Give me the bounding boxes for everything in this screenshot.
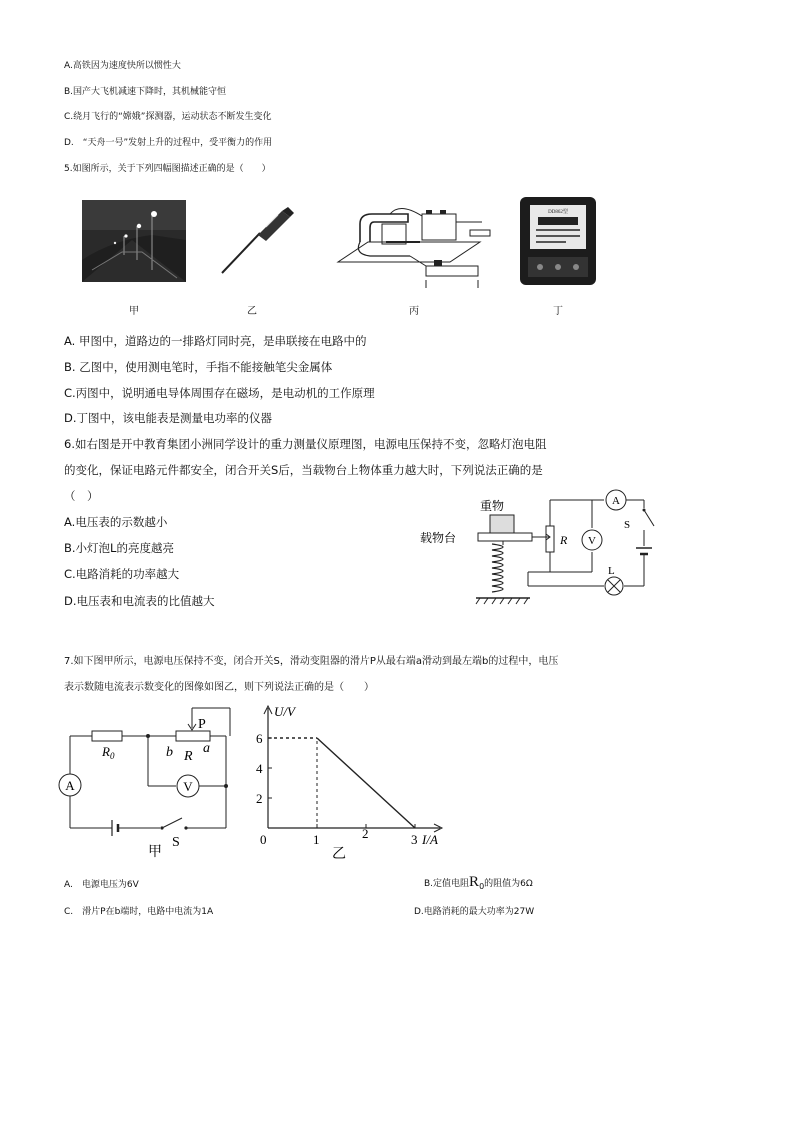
caption-bing: 丙 [409, 306, 419, 317]
caption-yi: 乙 [247, 306, 257, 317]
q7-end-a-label: a [203, 741, 210, 756]
q5-option-b: B. 乙图中，使用测电笔时，手指不能接触笔尖金属体 [64, 360, 333, 374]
q7-switch-label: S [172, 835, 180, 850]
q6-option-c: C.电路消耗的功率越大 [64, 567, 180, 581]
q7-graph-yi [250, 700, 460, 860]
q7-end-b-label: b [166, 745, 173, 760]
q4-option-c: C.绕月飞行的“嫦娥”探测器，运动状态不断发生变化 [64, 112, 272, 122]
series-segment-1 [317, 738, 415, 828]
y-tick-label: 4 [256, 761, 263, 776]
q4-option-a: A.高铁因为速度快所以惯性大 [64, 61, 181, 71]
q6-option-b: B.小灯泡L的亮度越亮 [64, 541, 174, 555]
y-tick-label: 6 [256, 731, 263, 746]
caption-jia: 甲 [129, 306, 139, 317]
weight-label: 重物 [480, 499, 505, 513]
x-tick-label: 3 [411, 832, 418, 847]
q6-option-a: A.电压表的示数越小 [64, 515, 168, 529]
q7-option-c: C. 滑片P在b端时，电路中电流为1A [64, 907, 214, 917]
q7-option-d: D.电路消耗的最大功率为27W [414, 907, 535, 917]
q7-caption-jia: 甲 [148, 845, 162, 860]
q6-stem-line1: 6.如右图是开中教育集团小洲同学设计的重力测量仪原理图，电源电压保持不变，忽略灯泡电阻 [64, 437, 547, 451]
q7-caption-yi: 乙 [332, 847, 346, 860]
q6-stem-line2: 的变化，保证电路元件都安全，闭合开关S后，当载物台上物体重力越大时，下列说法正确的是 [64, 463, 543, 477]
q5-option-c: C.丙图中，说明通电导体周围存在磁场，是电动机的工作原理 [64, 386, 375, 400]
q5-option-d: D.丁图中，该电能表是测量电功率的仪器 [64, 411, 273, 425]
y-tick-label: 2 [256, 791, 263, 806]
q6-ammeter-label: A [612, 495, 620, 507]
q7-option-a: A. 电源电压为6V [64, 880, 139, 890]
q6-resistor-label: R [560, 533, 568, 547]
test-pen-photo [218, 205, 298, 277]
q6-option-d: D.电压表和电流表的比值越大 [64, 594, 215, 608]
q7-stem-line1: 7.如下图甲所示，电源电压保持不变，闭合开关S，滑动变阻器的滑片P从最右端a滑动到最左端b的过程中，电压 [64, 656, 559, 667]
q6-switch-label: S [624, 519, 631, 531]
x-axis-label: I/A [422, 832, 438, 847]
gravity-meter-circuit [418, 484, 678, 608]
caption-ding: 丁 [553, 306, 563, 317]
q6-stem-line3: （ ） [64, 489, 99, 503]
electricity-meter-photo [518, 195, 598, 287]
meter-label: DD862型 [548, 210, 568, 215]
x-tick-label: 1 [313, 832, 320, 847]
street-lamps-photo [82, 200, 186, 282]
x-tick-label: 2 [362, 826, 369, 841]
q6-voltmeter-label: V [588, 535, 596, 547]
q7-option-b: B.定值电阻$R_0$的阻值为6Ω [424, 874, 533, 891]
q4-option-b: B.国产大飞机减速下降时，其机械能守恒 [64, 87, 227, 97]
y-axis-label: U/V [274, 704, 295, 719]
origin-label: 0 [260, 832, 267, 847]
q5-option-a: A. 甲图中，道路边的一排路灯同时亮，是串联接在电路中的 [64, 334, 367, 348]
q7-rheostat-label: R [184, 749, 193, 764]
q7-voltmeter-label: V [183, 779, 193, 794]
q5-stem: 5.如图所示，关于下列四幅图描述正确的是（ ） [64, 164, 271, 174]
q7-stem-line2: 表示数随电流表示数变化的图像如图乙，则下列说法正确的是（ ） [64, 682, 374, 693]
electromagnetic-experiment-diagram [330, 202, 500, 290]
q4-option-d: D. “天舟一号”发射上升的过程中，受平衡力的作用 [64, 138, 273, 148]
q7-slider-label: P [198, 717, 206, 732]
q6-lamp-label: L [608, 565, 615, 577]
q7-circuit-jia [52, 700, 242, 860]
q7-r0-label: $R_0$ [102, 744, 115, 761]
platform-label: 载物台 [420, 531, 457, 545]
q7-ammeter-label: A [65, 778, 75, 793]
